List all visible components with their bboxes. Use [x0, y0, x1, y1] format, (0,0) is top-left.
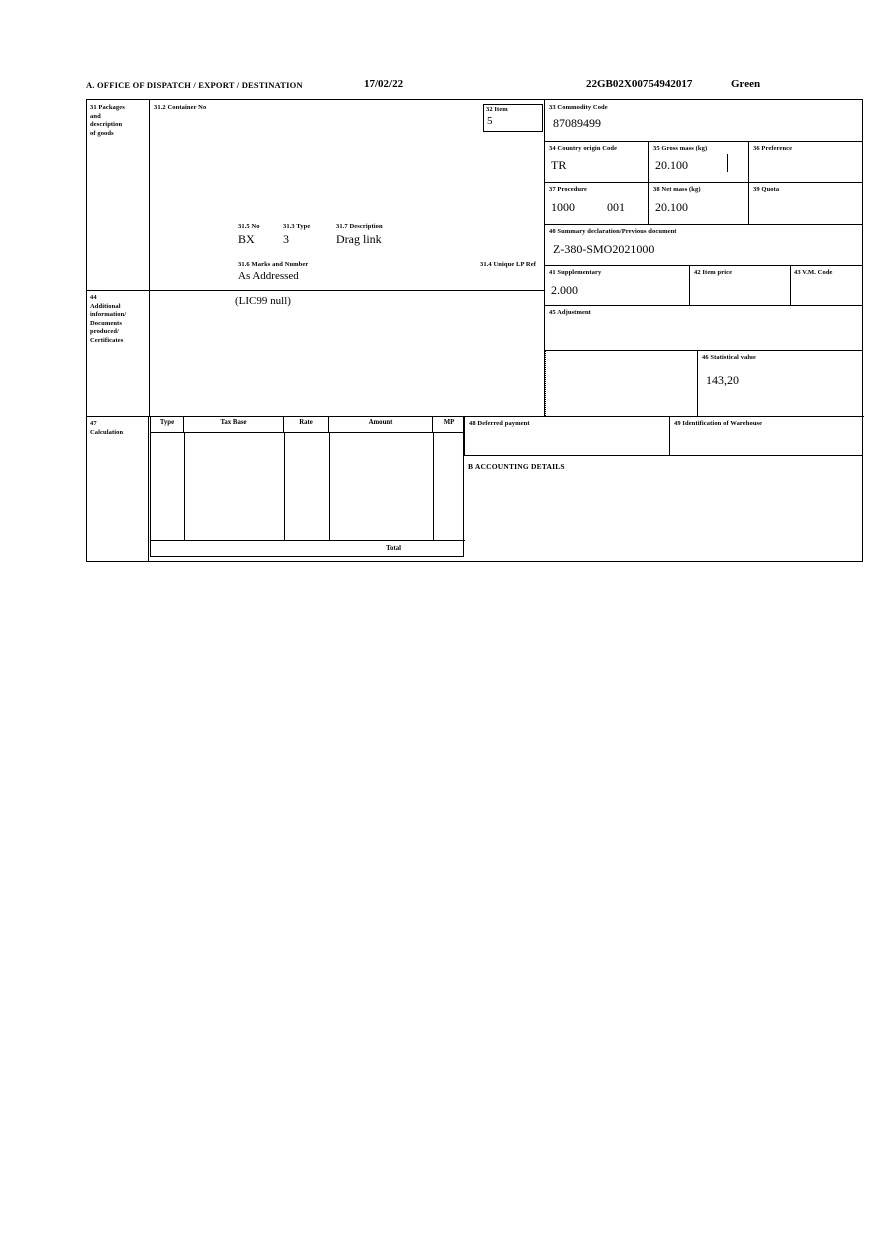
box-37-value-a: 1000	[551, 200, 575, 214]
box-47-rule-4	[433, 433, 434, 540]
box-46-value: 143,20	[706, 373, 739, 387]
customs-declaration-form	[86, 99, 863, 562]
header-row	[86, 80, 864, 94]
box-46-dotted-divider	[545, 351, 546, 416]
box-44-label-line2: Additional	[90, 302, 121, 310]
box-35-label: 35 Gross mass (kg)	[653, 145, 708, 152]
office-of-dispatch-label: A. OFFICE OF DISPATCH / EXPORT / DESTINATION	[86, 80, 303, 90]
box-42-label: 42 Item price	[694, 269, 733, 276]
box-31-6-marks-value: As Addressed	[238, 270, 299, 282]
box-47-label-line1: 47	[90, 420, 97, 427]
box-35-inner-divider	[727, 154, 728, 172]
box-47-col-rate: Rate	[284, 417, 329, 433]
box-41-value: 2.000	[551, 283, 578, 297]
box-44-value: (LIC99 null)	[235, 295, 291, 307]
box-43-label: 43 V.M. Code	[794, 269, 833, 276]
box-43-vm-code	[791, 266, 863, 306]
box-38-net-mass	[649, 183, 749, 225]
box-47-col-tax-base: Tax Base	[184, 417, 284, 433]
box-49-label: 49 Identification of Warehouse	[674, 420, 763, 427]
box-44-label-line6: Certificates	[90, 336, 124, 344]
box-31-2-container-label: 31.2 Container No	[154, 104, 207, 111]
box-47-cell-rate	[287, 435, 327, 449]
box-b-accounting-details	[464, 456, 863, 562]
box-33-label: 33 Commodity Code	[549, 104, 608, 111]
box-36-preference	[749, 142, 863, 183]
box-37-value-b: 001	[607, 200, 625, 214]
box-40-summary-declaration	[545, 225, 863, 266]
box-48-deferred-payment	[464, 417, 670, 456]
box-44-label-line3: information/	[90, 311, 127, 318]
box-47-rule-2	[284, 433, 285, 540]
box-47-calculation-table	[150, 417, 464, 557]
box-47-cell-mp	[436, 435, 464, 449]
box-31-4-unique-ref-label: 31.4 Unique LP Ref	[480, 261, 536, 268]
box-44-label-line4: Documents	[90, 319, 122, 327]
box-35-value: 20.100	[655, 158, 688, 172]
box-37-procedure	[545, 183, 649, 225]
box-47-rule-3	[329, 433, 330, 540]
box-49-identification-of-warehouse	[670, 417, 863, 456]
box-31-label-line4: of goods	[90, 129, 114, 137]
box-33-commodity-code	[545, 100, 863, 142]
box-31-6-marks-label: 31.6 Marks and Number	[238, 261, 309, 268]
box-31-5-no-value: BX	[238, 232, 255, 246]
box-44-label-line5: produced/	[90, 328, 119, 335]
routing-lane: Green	[731, 78, 761, 90]
box-47-label-line2: Calculation	[90, 428, 124, 436]
box-38-value: 20.100	[655, 200, 688, 214]
box-31-label-line1: 31 Packages	[90, 104, 125, 111]
box-47-cell-type	[153, 435, 183, 449]
box-47-label-cell	[87, 417, 149, 562]
box-47-cell-tax-base	[187, 435, 282, 449]
box-31-3-type-label: 31.3 Type	[283, 223, 311, 230]
box-32-item	[483, 104, 543, 132]
declaration-date: 17/02/22	[364, 78, 404, 90]
box-31-label-cell	[87, 100, 149, 290]
box-31-3-type-value: 3	[283, 232, 289, 246]
box-46-label: 46 Statistical value	[702, 354, 756, 361]
box-32-label: 32 Item	[486, 106, 508, 113]
box-47-total-row	[151, 540, 465, 557]
box-31-label-line2: and	[90, 112, 101, 120]
box-37-label: 37 Procedure	[549, 186, 587, 193]
box-47-body	[151, 433, 465, 540]
box-32-value: 5	[487, 115, 493, 127]
box-34-value: TR	[551, 158, 567, 172]
box-47-cell-amount	[332, 435, 431, 449]
box-46-statistical-value	[697, 351, 863, 416]
box-34-label: 34 Country origin Code	[549, 145, 618, 152]
box-44-label-line1: 44	[90, 294, 97, 301]
movement-reference-number: 22GB02X00754942017	[586, 78, 693, 90]
box-36-label: 36 Preference	[753, 145, 793, 152]
box-31-label-line3: description	[90, 121, 123, 128]
box-41-label: 41 Supplementary	[549, 269, 602, 276]
box-39-label: 39 Quota	[753, 186, 780, 193]
box-31-7-description-label: 31.7 Description	[336, 223, 383, 230]
box-39-quota	[749, 183, 863, 225]
box-48-label: 48 Deferred payment	[469, 420, 530, 427]
box-38-label: 38 Net mass (kg)	[653, 186, 701, 193]
box-b-label: B ACCOUNTING DETAILS	[468, 462, 565, 471]
box-47-total-label: Total	[386, 545, 401, 552]
box-41-supplementary	[545, 266, 690, 306]
box-47-header-row	[151, 417, 465, 433]
box-47-rule-1	[184, 433, 185, 540]
box-31-7-description-value: Drag link	[336, 232, 382, 246]
box-47-col-amount: Amount	[329, 417, 433, 433]
box-35-gross-mass	[649, 142, 749, 183]
box-45-adjustment	[545, 306, 863, 351]
box-42-item-price	[690, 266, 791, 306]
box-45-label: 45 Adjustment	[549, 309, 591, 316]
box-34-country-origin-code	[545, 142, 649, 183]
box-47-col-mp: MP	[443, 419, 455, 426]
box-44-additional-information	[150, 290, 544, 416]
box-40-value: Z-380-SMO2021000	[553, 242, 655, 256]
box-47-col-type: Type	[151, 417, 184, 433]
box-44-label-cell	[87, 290, 149, 416]
box-40-label: 40 Summary declaration/Previous document	[549, 228, 677, 235]
box-31-5-no-label: 31.5 No	[238, 223, 260, 230]
box-33-value: 87089499	[553, 116, 601, 130]
